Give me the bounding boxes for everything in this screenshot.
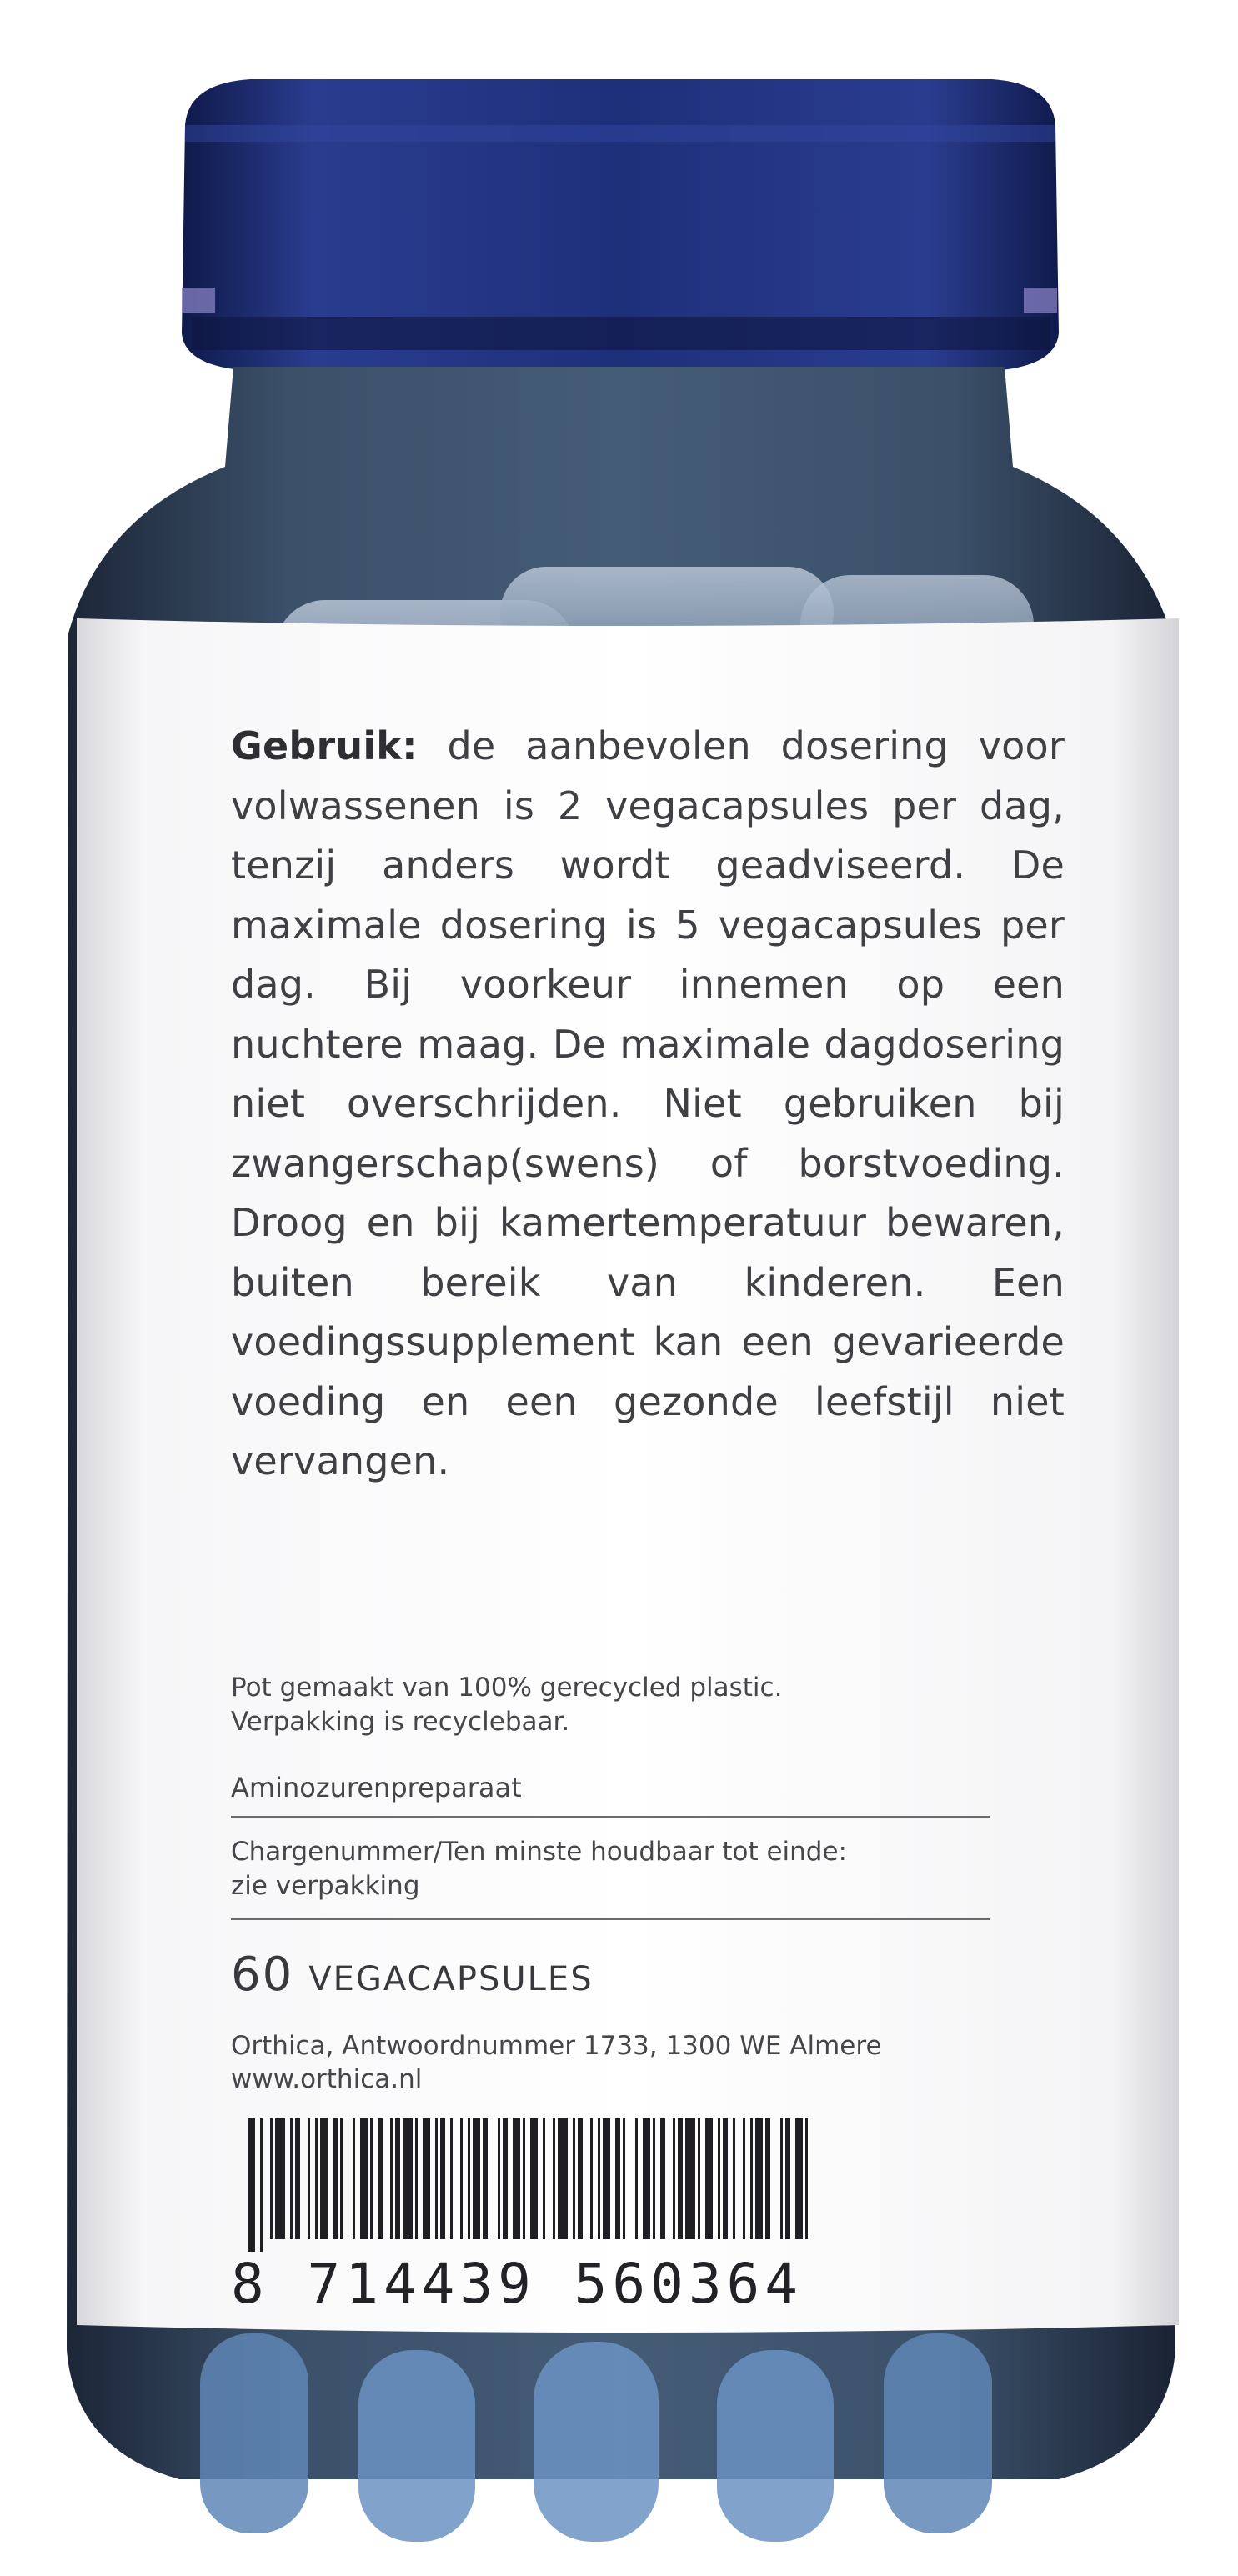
- barcode-bar: [483, 2118, 488, 2239]
- manufacturer-address: [231, 2029, 998, 2096]
- recycle-line-2: Verpakking is recyclebaar.: [231, 1707, 570, 1737]
- barcode-bar: [503, 2118, 508, 2239]
- barcode-bar: [390, 2118, 393, 2239]
- barcode-bar: [315, 2118, 318, 2239]
- barcode-bar: [415, 2118, 418, 2239]
- barcode-bar: [785, 2118, 790, 2239]
- barcode-bar: [578, 2118, 583, 2239]
- barcode-bar: [705, 2118, 713, 2239]
- barcode-bar: [370, 2118, 373, 2239]
- address-line-1: Orthica, Antwoordnummer 1733, 1300 WE Almere: [231, 2031, 882, 2061]
- barcode-bar: [750, 2118, 753, 2239]
- count-number: 60: [231, 1948, 294, 2002]
- barcode-bar: [573, 2118, 575, 2239]
- batch-info: [231, 1835, 990, 1920]
- barcode-bar: [780, 2118, 783, 2239]
- barcode-bar: [765, 2118, 770, 2239]
- recycle-line-1: Pot gemaakt van 100% gerecycled plastic.: [231, 1673, 783, 1703]
- barcode-bar: [308, 2118, 310, 2239]
- barcode-bar: [623, 2118, 625, 2239]
- barcode-bar: [468, 2118, 470, 2239]
- usage-instructions: [231, 717, 1065, 1492]
- barcode-bar: [805, 2118, 808, 2239]
- barcode-bar: [660, 2118, 665, 2239]
- barcode-bar: [260, 2118, 263, 2252]
- barcode-bar: [340, 2118, 343, 2239]
- product-label: [77, 618, 1179, 2328]
- barcode-bar: [440, 2118, 445, 2239]
- barcode-bar: [403, 2118, 413, 2239]
- barcode-bar: [643, 2118, 650, 2239]
- capsule-count: [231, 1948, 998, 2002]
- barcode-bar: [698, 2118, 700, 2239]
- barcode-bar: [795, 2118, 803, 2239]
- barcode-bar: [295, 2118, 300, 2239]
- barcode-bar: [755, 2118, 763, 2239]
- batch-line-1: Chargenummer/Ten minste houdbaar tot einde:: [231, 1837, 847, 1867]
- barcode-bar: [360, 2118, 368, 2239]
- barcode: [231, 2118, 981, 2316]
- barcode-bar: [743, 2118, 745, 2239]
- barcode-bar: [530, 2118, 538, 2239]
- barcode-bar: [558, 2118, 568, 2239]
- preparation-type: Aminozurenpreparaat: [231, 1771, 990, 1818]
- usage-heading: Gebruik:: [231, 723, 418, 768]
- batch-line-2: zie verpakking: [231, 1871, 420, 1901]
- barcode-bar: [270, 2118, 273, 2239]
- barcode-bar: [460, 2118, 463, 2239]
- barcode-bar: [290, 2118, 293, 2239]
- barcode-bar: [423, 2118, 430, 2239]
- barcode-bar: [543, 2118, 545, 2239]
- barcode-digits: 8 714439 560364: [231, 2252, 804, 2316]
- barcode-bar: [450, 2118, 453, 2239]
- barcode-bar: [653, 2118, 655, 2239]
- recycle-note: [231, 1671, 998, 1739]
- barcode-bar: [498, 2118, 500, 2239]
- barcode-bar: [513, 2118, 520, 2239]
- barcode-bar: [473, 2118, 480, 2239]
- barcode-bar: [248, 2118, 255, 2252]
- barcode-bar: [435, 2118, 438, 2239]
- barcode-bar: [275, 2118, 285, 2239]
- barcode-bar: [678, 2118, 683, 2239]
- barcode-bar: [333, 2118, 338, 2239]
- barcode-bar: [603, 2118, 610, 2239]
- barcode-bar: [353, 2118, 355, 2239]
- bottle-cap: [182, 79, 1059, 371]
- barcode-bar: [395, 2118, 400, 2239]
- barcode-bar: [615, 2118, 620, 2239]
- barcode-bar: [553, 2118, 555, 2239]
- barcode-bar: [718, 2118, 720, 2239]
- barcode-bar: [723, 2118, 728, 2239]
- barcode-bar: [598, 2118, 600, 2239]
- barcode-bar: [523, 2118, 525, 2239]
- count-unit: VEGACAPSULES: [308, 1960, 594, 1998]
- usage-text: de aanbevolen dosering voor volwassenen is 2 vegacapsules per dag, tenzij anders wordt geadviseerd. De maximale dosering is 5 vegacapsules per dag. Bij voorkeur innemen op een nuchtere maag. De maximale dagdosering niet overschrijden. Niet gebruiken bij zwangerschap(swens) of borstvoeding. Droog en bij kamertemperatuur bewaren, buiten bereik van kinderen. Een voedingssupplement kan een gevarieerde voeding en een gezonde leefstijl niet vervangen.: [231, 723, 1065, 1483]
- barcode-bar: [378, 2118, 383, 2239]
- barcode-bar: [685, 2118, 695, 2239]
- barcode-bar: [590, 2118, 593, 2239]
- website: www.orthica.nl: [231, 2064, 423, 2094]
- barcode-bars: [231, 2118, 923, 2252]
- barcode-bar: [635, 2118, 638, 2239]
- barcode-bar: [320, 2118, 328, 2239]
- barcode-bar: [733, 2118, 735, 2239]
- barcode-bar: [673, 2118, 675, 2239]
